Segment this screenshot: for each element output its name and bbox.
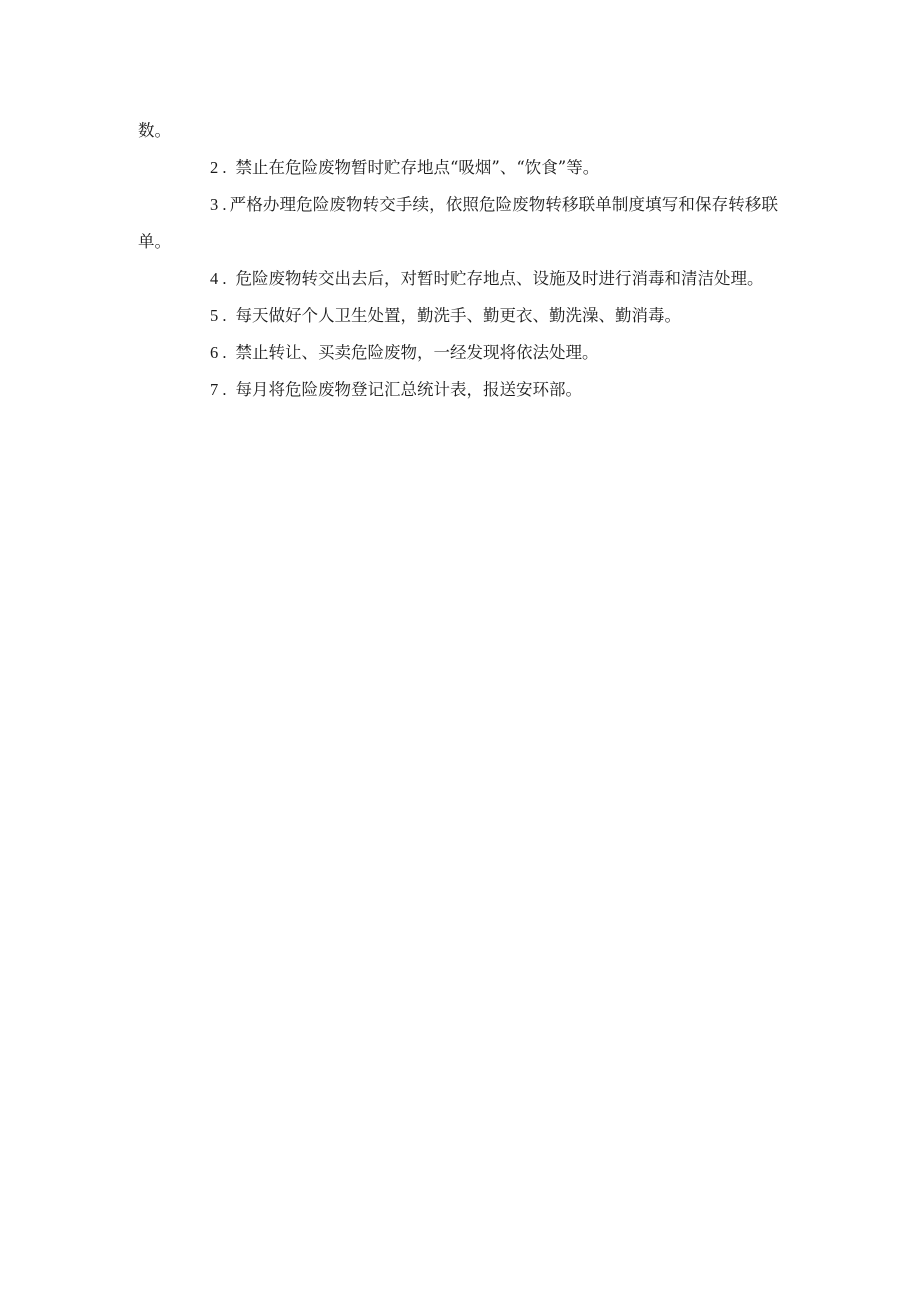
item-text-3: 严格办理危险废物转交手续，依照危险废物转移联单制度填写和保存转移联单。	[138, 195, 778, 251]
item-text-4: 危险废物转交出去后，对暂时贮存地点、设施及时进行消毒和清洁处理。	[235, 269, 764, 288]
item-number-4: 4 .	[210, 269, 227, 288]
item-number-5: 5 .	[210, 306, 227, 325]
item-number-2: 2 .	[210, 158, 227, 177]
list-item-5	[138, 297, 778, 334]
item-text-7: 每月将危险废物登记汇总统计表，报送安环部。	[235, 380, 582, 399]
item-number-7: 7 .	[210, 380, 227, 399]
item-text-5: 每天做好个人卫生处置，勤洗手、勤更衣、勤洗澡、勤消毒。	[235, 306, 681, 325]
list-item-7	[138, 371, 778, 408]
continuation-line: 数。	[138, 121, 171, 140]
list-item-3	[138, 186, 778, 260]
item-number-3: 3 .	[210, 195, 227, 214]
item-number-6: 6 .	[210, 343, 227, 362]
list-item-6	[138, 334, 778, 371]
list-item-2	[138, 149, 778, 186]
item-text-6: 禁止转让、买卖危险废物，一经发现将依法处理。	[235, 343, 599, 362]
list-item-4	[138, 260, 778, 297]
document-body	[138, 112, 778, 408]
item-text-2: 禁止在危险废物暂时贮存地点“吸烟”、“饮食”等。	[235, 158, 600, 177]
